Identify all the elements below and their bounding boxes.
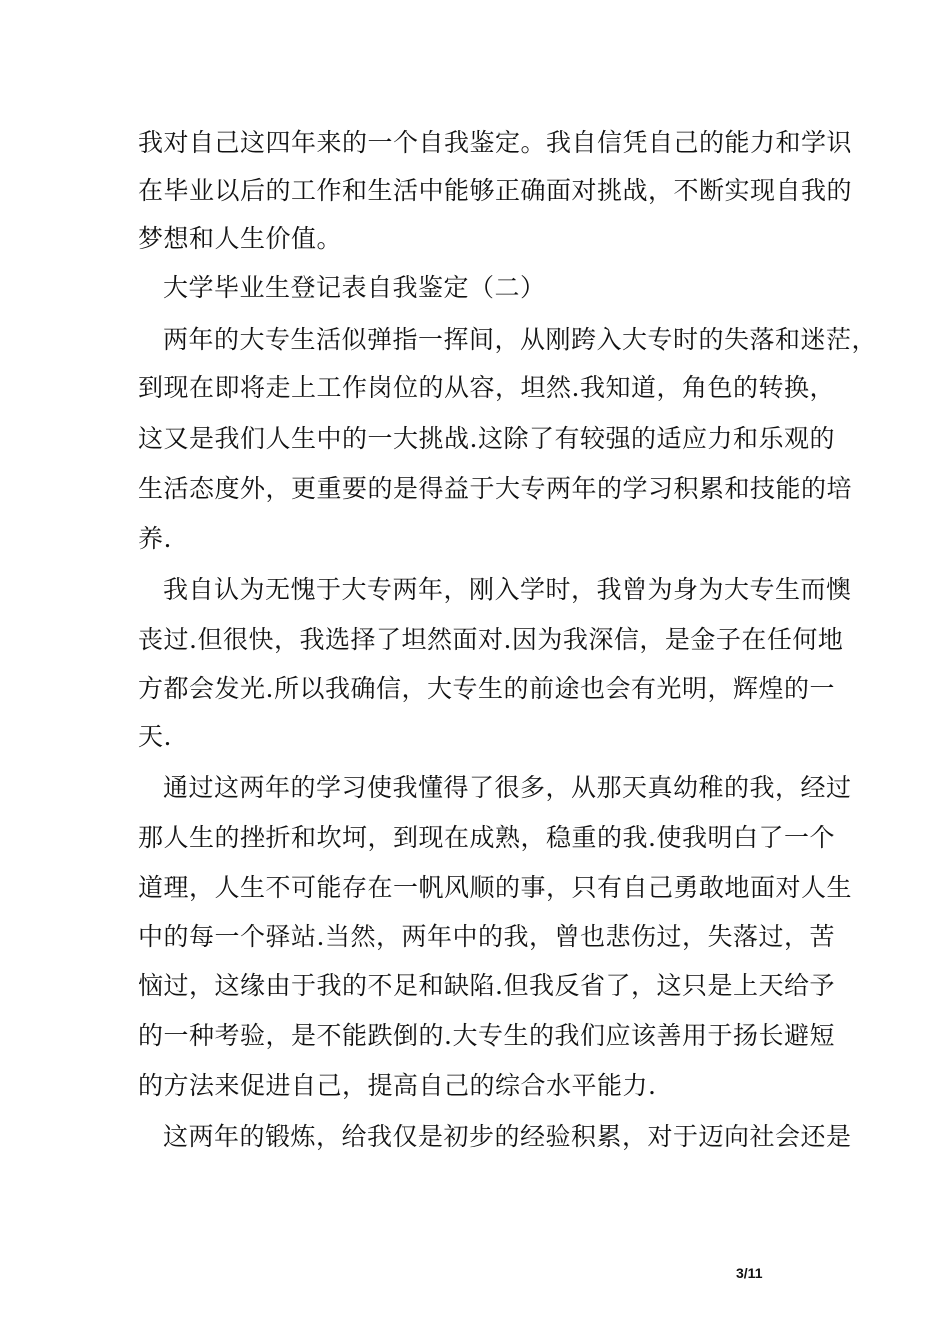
text-line: 天. bbox=[138, 722, 172, 751]
text-line: 我自认为无愧于大专两年，刚入学时，我曾为身为大专生而懊 bbox=[163, 575, 852, 604]
text-line: 中的每一个驿站.当然，两年中的我，曾也悲伤过，失落过，苦 bbox=[138, 922, 835, 951]
text-line: 的方法来促进自己，提高自己的综合水平能力. bbox=[138, 1071, 657, 1100]
text-line: 在毕业以后的工作和生活中能够正确面对挑战，不断实现自我的 bbox=[138, 176, 853, 205]
text-line: 我对自己这四年来的一个自我鉴定。我自信凭自己的能力和学识 bbox=[138, 128, 853, 157]
text-line: 那人生的挫折和坎坷，到现在成熟，稳重的我.使我明白了一个 bbox=[138, 823, 835, 852]
text-line: 这两年的锻炼，给我仅是初步的经验积累，对于迈向社会还是 bbox=[163, 1122, 852, 1151]
text-line: 养. bbox=[138, 524, 172, 553]
text-line: 梦想和人生价值。 bbox=[138, 224, 343, 253]
section-heading: 大学毕业生登记表自我鉴定（二） bbox=[163, 273, 546, 302]
text-line: 这又是我们人生中的一大挑战.这除了有较强的适应力和乐观的 bbox=[138, 424, 835, 453]
text-line: 到现在即将走上工作岗位的从容，坦然.我知道，角色的转换， bbox=[138, 373, 835, 402]
text-line: 两年的大专生活似弹指一挥间，从刚跨入大专时的失落和迷茫， bbox=[163, 325, 878, 354]
page-number: 3/11 bbox=[736, 1265, 763, 1281]
text-line: 丧过.但很快，我选择了坦然面对.因为我深信，是金子在任何地 bbox=[138, 625, 844, 654]
text-line: 道理，人生不可能存在一帆风顺的事，只有自己勇敢地面对人生 bbox=[138, 873, 853, 902]
text-line: 恼过，这缘由于我的不足和缺陷.但我反省了，这只是上天给予 bbox=[138, 971, 835, 1000]
text-line: 方都会发光.所以我确信，大专生的前途也会有光明，辉煌的一 bbox=[138, 674, 835, 703]
text-line: 的一种考验，是不能跌倒的.大专生的我们应该善用于扬长避短 bbox=[138, 1021, 835, 1050]
text-line: 通过这两年的学习使我懂得了很多，从那天真幼稚的我，经过 bbox=[163, 773, 852, 802]
text-line: 生活态度外，更重要的是得益于大专两年的学习积累和技能的培 bbox=[138, 474, 853, 503]
